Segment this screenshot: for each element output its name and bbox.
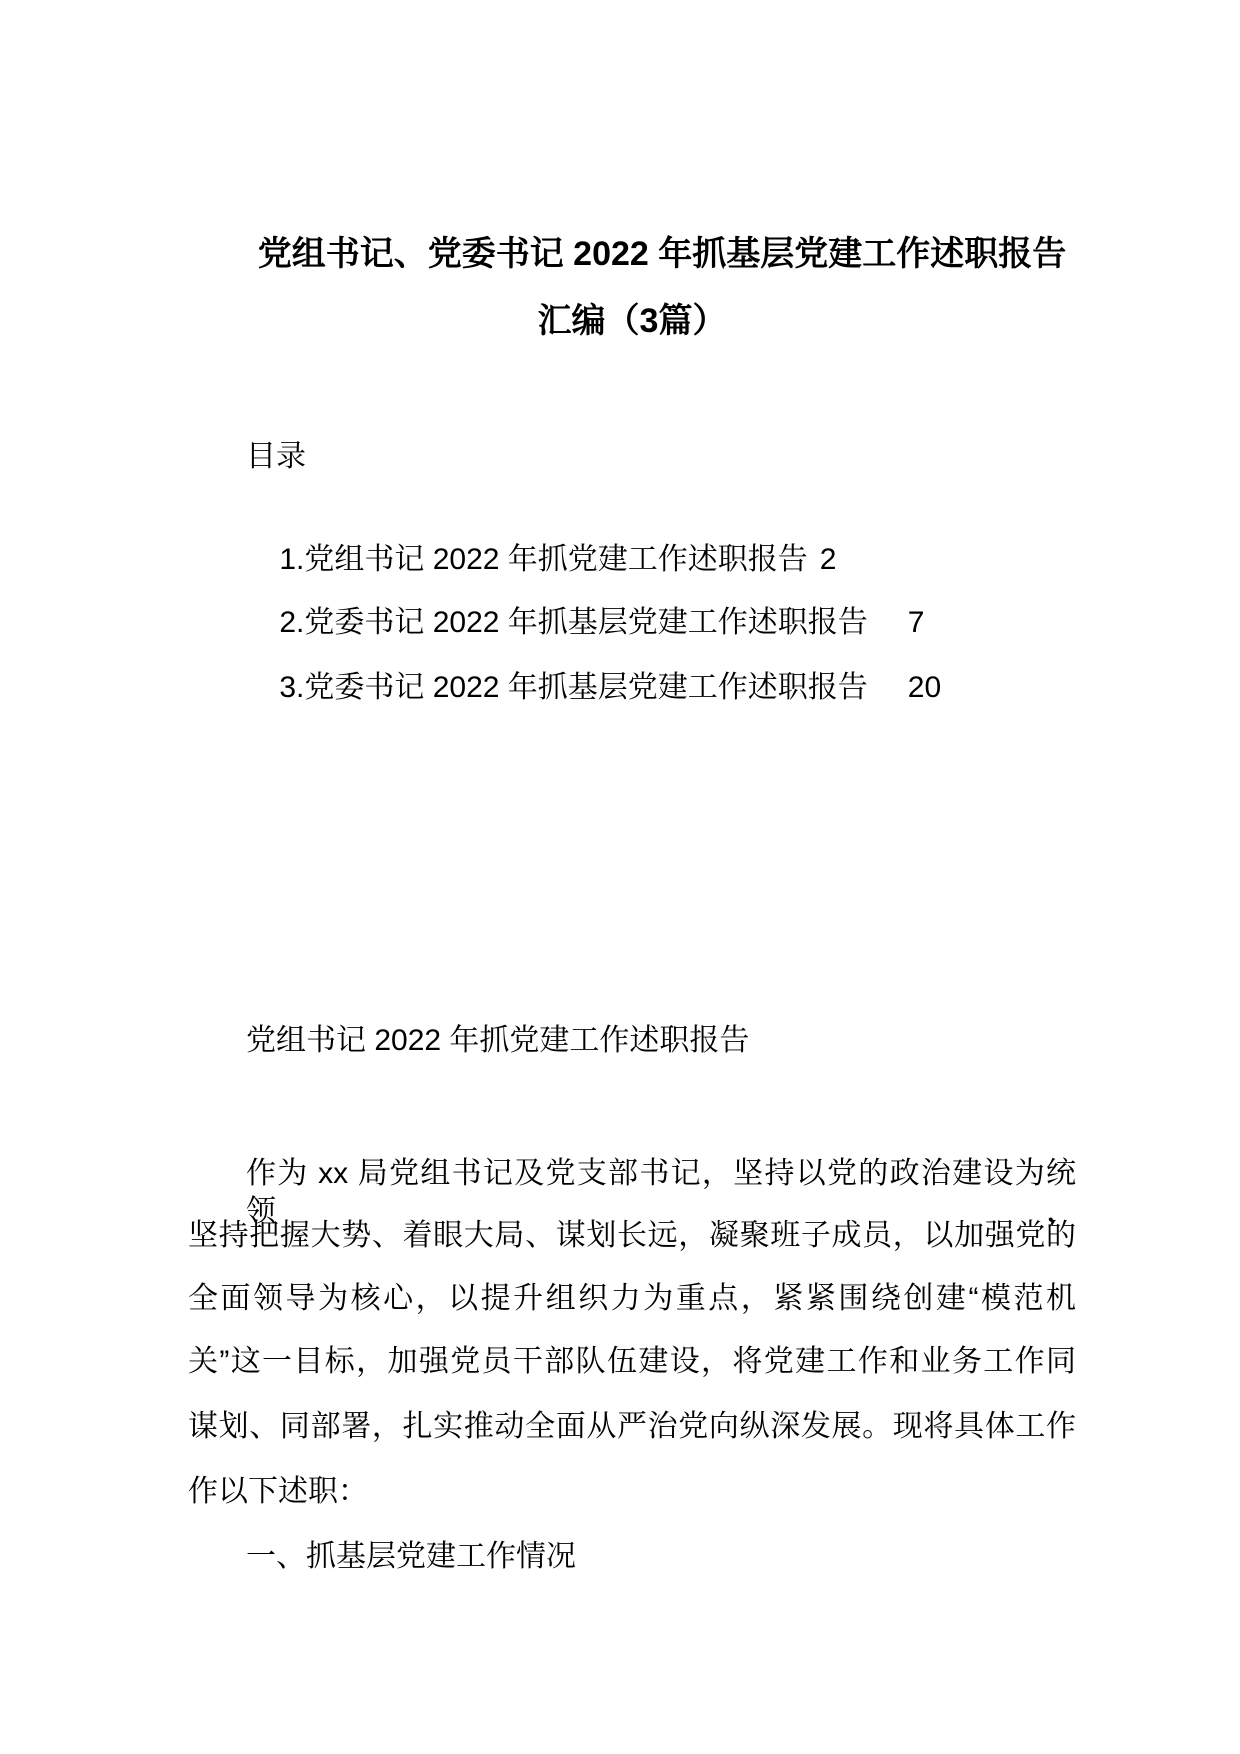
section-subheading: 一、抓基层党建工作情况 xyxy=(246,1540,576,1573)
document-title-line-1: 党组书记、党委书记 2022 年抓基层党建工作述职报告 xyxy=(257,235,1067,273)
toc-heading: 目录 xyxy=(246,440,306,473)
toc-page-number: 2 xyxy=(819,543,837,576)
paragraph-line: 谋划、同部署，扎实推动全面从严治党向纵深发展。现将具体工作 xyxy=(188,1410,1076,1443)
paragraph-line: 关”这一目标，加强党员干部队伍建设，将党建工作和业务工作同 xyxy=(188,1345,1076,1378)
paragraph-line: 作为 xx 局党组书记及党支部书记，坚持以党的政治建设为统领， xyxy=(246,1157,1076,1228)
paragraph-line: 坚持把握大势、着眼大局、谋划长远，凝聚班子成员，以加强党的 xyxy=(188,1219,1076,1252)
toc-page-number: 20 xyxy=(907,671,942,704)
paragraph-line: 作以下述职： xyxy=(188,1475,368,1508)
toc-item-label: 1.党组书记 2022 年抓党建工作述职报告 xyxy=(279,543,808,576)
document-title-line-2: 汇编（3篇） xyxy=(537,302,727,340)
toc-item-label: 3.党委书记 2022 年抓基层党建工作述职报告 xyxy=(279,671,868,704)
paragraph-line: 全面领导为核心，以提升组织力为重点，紧紧围绕创建“模范机 xyxy=(188,1282,1076,1315)
toc-item[interactable] xyxy=(246,631,1076,745)
toc-item-label: 2.党委书记 2022 年抓基层党建工作述职报告 xyxy=(279,606,868,639)
section-heading: 党组书记 2022 年抓党建工作述职报告 xyxy=(246,1024,750,1057)
toc-page-number: 7 xyxy=(907,606,925,639)
